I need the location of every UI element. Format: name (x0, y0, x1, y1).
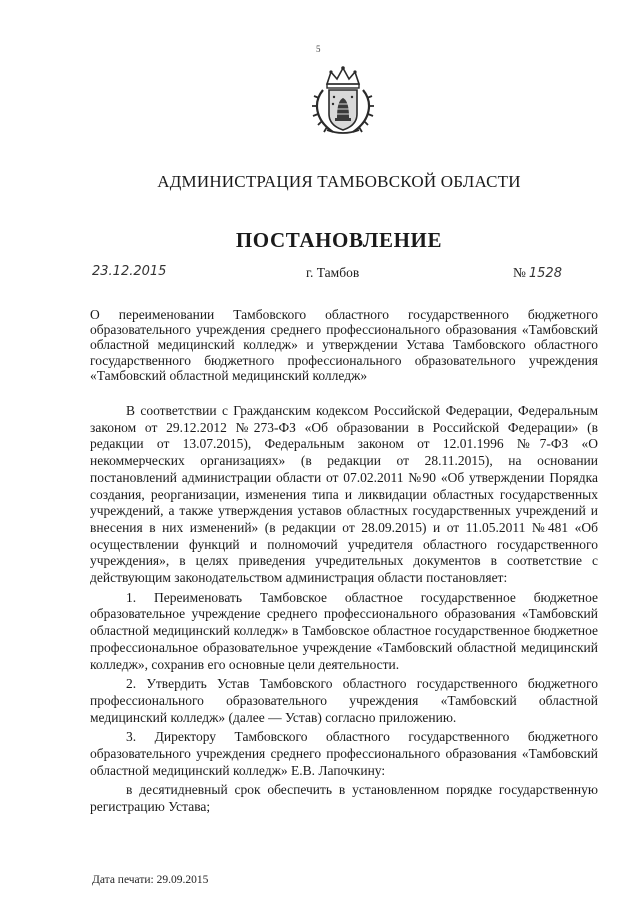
body-paragraph-item-3: 3. Директору Тамбовского областного государственного бюджетного образовательного учреждения среднего профессионального образования «Тамбовский областной медицинский колледж» Е.В. Лапочкину: (90, 729, 598, 778)
number-prefix: № (513, 265, 526, 280)
number-value: 1528 (528, 266, 562, 281)
document-body (90, 403, 598, 819)
print-date: Дата печати: 29.09.2015 (92, 874, 209, 886)
body-paragraph-item-1: 1. Переименовать Тамбовское областное государственное бюджетное образовательное учреждение среднего профессионального образования «Тамбовский областной медицинский колледж» в Тамбовское областное государственное бюджетное профессиональное образовательное учреждение «Тамбовский областной медицинский колледж», сохранив его основные цели деятельности. (90, 589, 598, 672)
document-city: г. Тамбов (306, 265, 360, 280)
document-date: 23.12.2015 (92, 264, 167, 279)
document-number (513, 265, 562, 281)
tambov-coat-of-arms-icon (309, 64, 377, 136)
body-paragraph-item-2: 2. Утвердить Устав Тамбовского областного государственного бюджетного профессионального образовательного учреждения «Тамбовский областной медицинский колледж» (далее — Устав) согласно приложению. (90, 676, 598, 725)
body-paragraph-preamble: В соответствии с Гражданским кодексом Российской Федерации, Федеральным законом от 29.12.2012 №273-ФЗ «Об образовании в Российской Федерации» (в редакции от 13.07.2015), Федеральным законом от 12.01.1996 №7-ФЗ «О некоммерческих организациях» (в редакции от 28.11.2015), на основании постановлений администрации области от 07.02.2011 №90 «Об утверждении Порядка создания, реорганизации, изменения типа и ликвидации областных государственных учреждений, а также утверждения уставов областных государственных учреждений и внесения в них изменений» (в редакции от 28.09.2015) и от 11.05.2011 №481 «Об осуществлении функций и полномочий учредителя областного государственного учреждения», в целях приведения учредительных документов в соответствие с действующим законодательством администрация области постановляет: (90, 403, 598, 586)
document-type-title: ПОСТАНОВЛЕНИЕ (235, 228, 443, 252)
body-paragraph-item-3-sub: в десятидневный срок обеспечить в установленном порядке государственную регистрацию Устава; (90, 782, 598, 815)
document-subject: О переименовании Тамбовского областного государственного бюджетного образовательного учреждения среднего профессионального образования «Тамбовский областной медицинский колледж» и утверждении Устава Тамбовского областного государственного бюджетного профессионального образовательного учреждения «Тамбовский областной медицинский колледж» (90, 307, 598, 383)
corner-mark: 5 (316, 44, 321, 54)
organization-title: АДМИНИСТРАЦИЯ ТАМБОВСКОЙ ОБЛАСТИ (157, 172, 521, 191)
